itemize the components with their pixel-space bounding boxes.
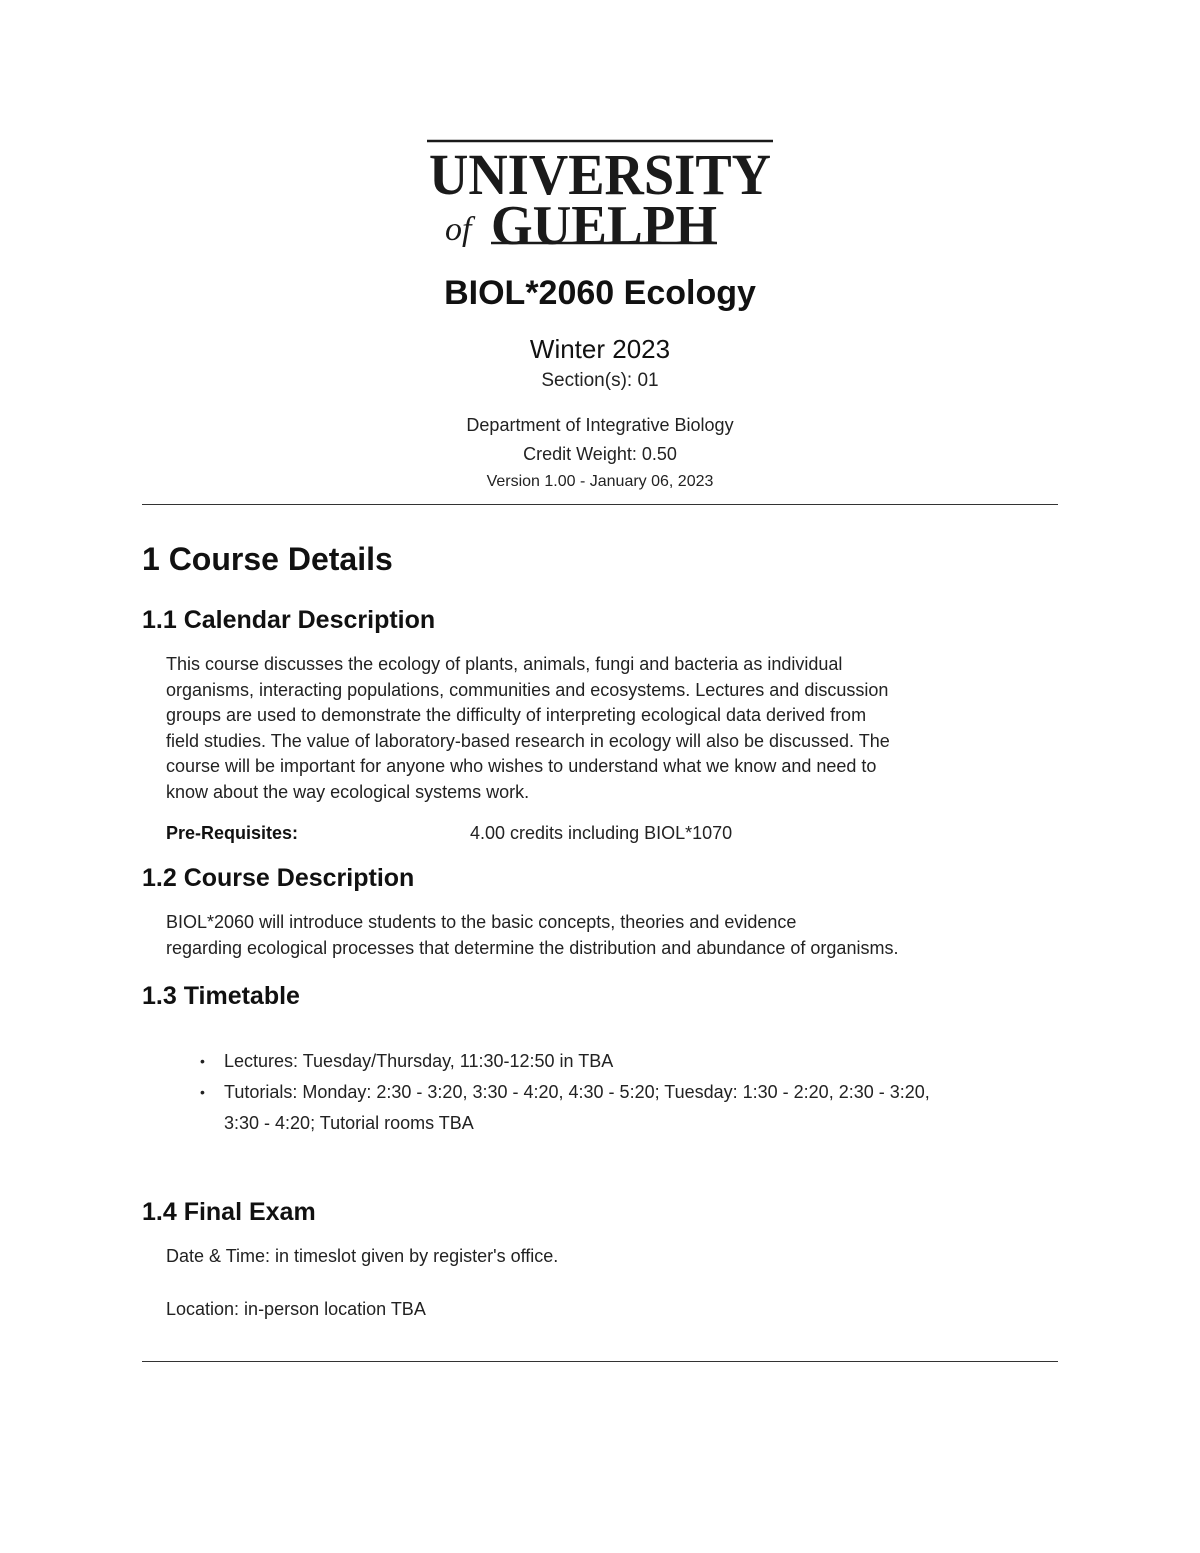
university-logo [425,136,775,251]
sections: Section(s): 01 [541,370,659,391]
term: Winter 2023 [529,334,671,364]
text-line: course will be important for anyone who wishes to understand what we know and need to [166,756,877,776]
text-line: regarding ecological processes that determine the distribution and abundance of organisms. [166,937,899,958]
logo-line2: GUELPH [491,195,717,251]
course-description-text [166,910,1058,961]
text-line: field studies. The value of laboratory-based research in ecology will also be discussed. The [166,730,890,751]
text-line: groups are used to demonstrate the difficulty of interpreting ecological data derived from [166,705,867,725]
final-exam-location: Location: in-person location TBA [166,1298,426,1319]
text-line: Tutorials: Monday: 2:30 - 3:20, 3:30 - 4:20, 4:30 - 5:20; Tuesday: 1:30 - 2:20, 2:30 - 3:20, [224,1082,930,1102]
university-of-guelph-logo-graphic [425,136,775,251]
logo-line1: UNIVERSITY [429,142,771,207]
timetable-heading: 1.3 Timetable [142,982,300,1010]
text-line: 3:30 - 4:20; Tutorial rooms TBA [224,1113,474,1133]
timetable-list [200,1046,1058,1139]
footer-divider [142,1361,1058,1362]
course-title: BIOL*2060 Ecology [444,274,756,312]
department: Department of Integrative Biology [466,415,734,435]
prerequisites-row [166,821,1058,845]
list-item [200,1046,1058,1077]
final-exam-heading: 1.4 Final Exam [142,1198,316,1226]
text-line: know about the way ecological systems work. [166,781,530,802]
bullet-icon: • [200,1084,205,1100]
credit-weight: Credit Weight: 0.50 [523,444,677,464]
version: Version 1.00 - January 06, 2023 [486,473,714,490]
text-line: Lectures: Tuesday/Thursday, 11:30-12:50 in TBA [224,1051,614,1071]
header-divider [142,504,1058,505]
document-header [0,270,1200,493]
document-body [142,532,1058,1322]
course-details-heading: 1 Course Details [142,541,393,577]
calendar-description-heading: 1.1 Calendar Description [142,606,436,634]
logo-of: of [445,211,472,248]
bullet-icon: • [200,1053,205,1069]
prerequisites-value: 4.00 credits including BIOL*1070 [470,823,733,843]
text-line: This course discusses the ecology of plants, animals, fungi and bacteria as individual [166,654,843,674]
final-exam-date-time: Date & Time: in timeslot given by register's office. [166,1246,559,1266]
calendar-description-text [166,652,1058,805]
course-description-heading: 1.2 Course Description [142,864,415,892]
text-line: BIOL*2060 will introduce students to the basic concepts, theories and evidence [166,912,797,932]
text-line: organisms, interacting populations, communities and ecosystems. Lectures and discussion [166,679,889,700]
prerequisites-label: Pre-Requisites: [166,823,299,843]
list-item [200,1077,1058,1139]
